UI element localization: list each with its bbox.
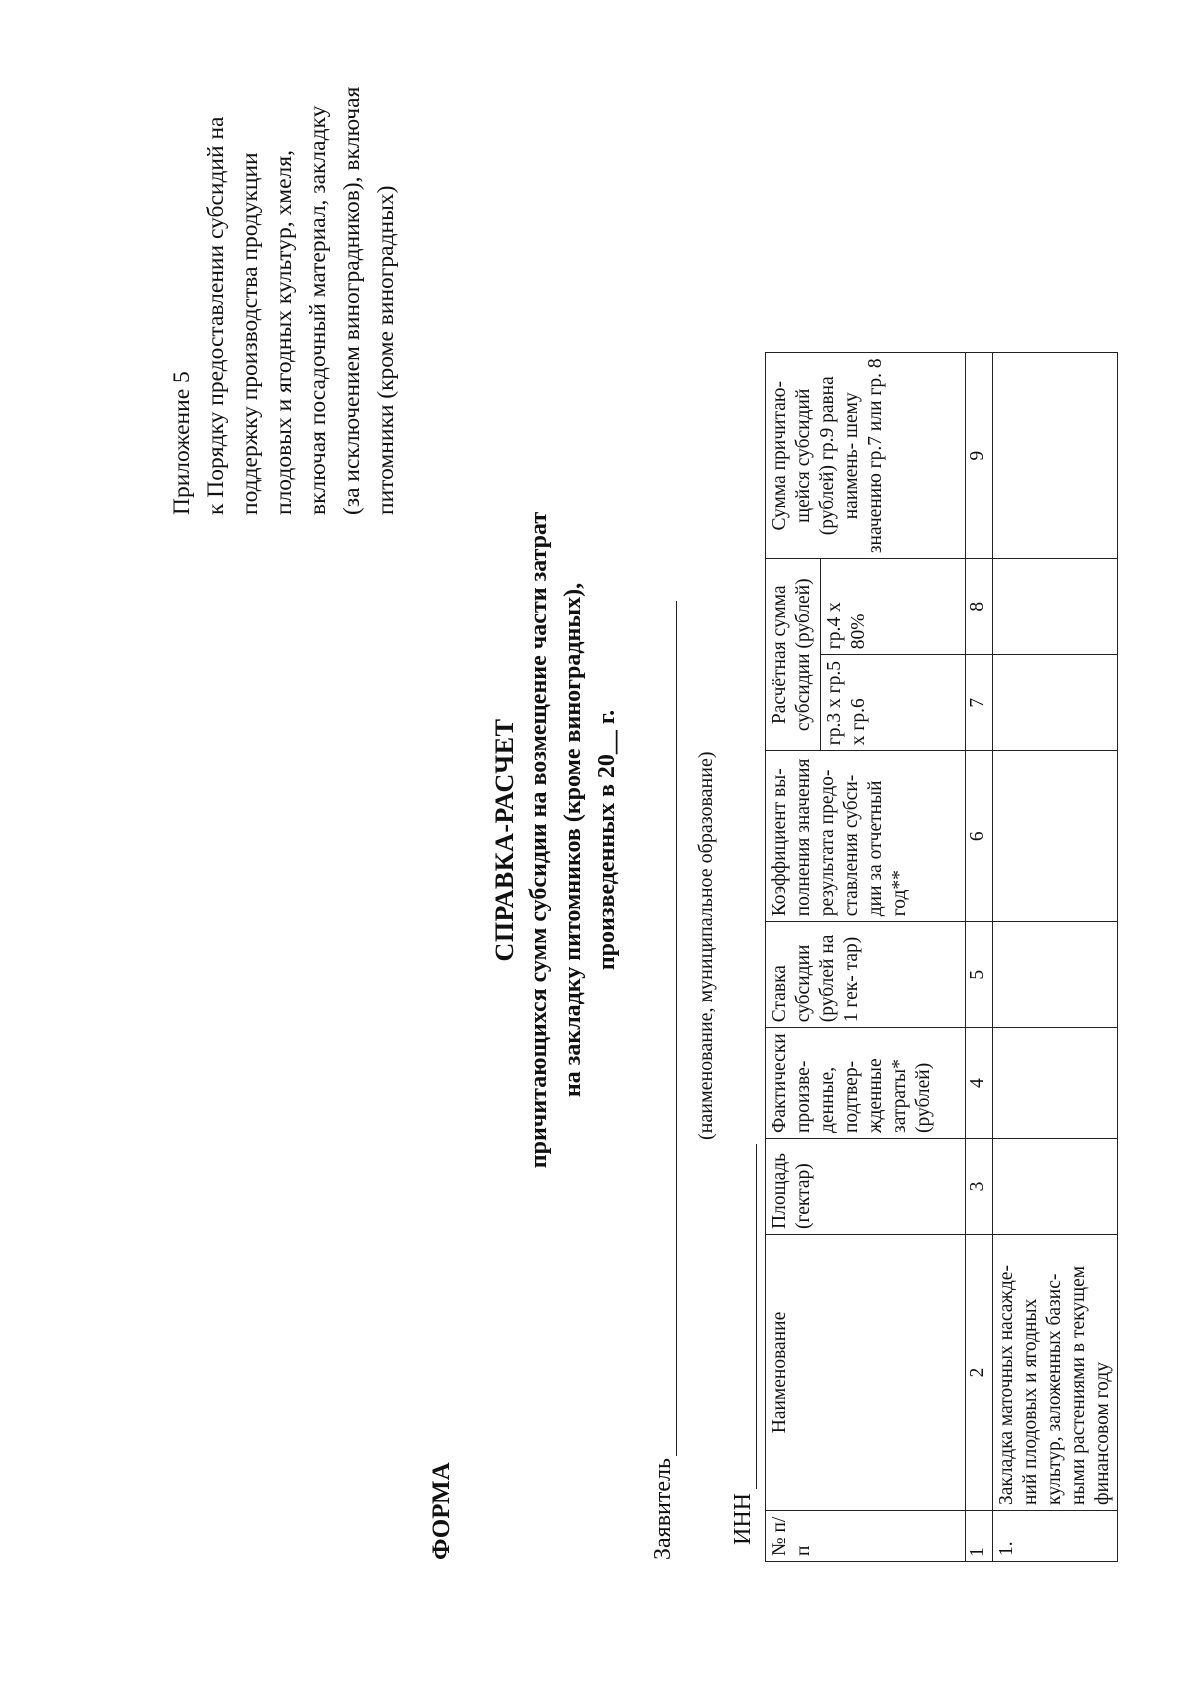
header-cell: Фактически произве- денные, подтвер- жденные затраты* (рублей) (766, 1028, 966, 1139)
table-row (993, 353, 1118, 1562)
row-cell-costs[interactable] (993, 1028, 1118, 1139)
document-title (488, 340, 624, 1340)
column-number: 4 (966, 1028, 993, 1139)
row-number: 1. (993, 1511, 1118, 1562)
column-number: 1 (966, 1511, 993, 1562)
appendix-line: поддержку производства продукции (237, 152, 263, 515)
header-cell: Площадь (гектар) (766, 1139, 966, 1235)
column-number: 2 (966, 1235, 993, 1511)
header-cell: Ставка субсидии (рублей на 1 гек- тар) (766, 922, 966, 1028)
applicant-field (650, 601, 677, 1560)
header-cell: № п/п (766, 1511, 966, 1562)
column-number: 5 (966, 922, 993, 1028)
row-cell-calc7[interactable] (993, 655, 1118, 751)
header-cell: Коэффициент вы- полнения значения результата предо- ставления субси- дии за отчетный год** (766, 751, 966, 922)
title-line: произведенных в 20__ г. (594, 709, 620, 971)
row-cell-calc8[interactable] (993, 559, 1118, 655)
column-number-row (966, 353, 993, 1562)
appendix-line: Приложение 5 (169, 371, 195, 515)
appendix-line: включая посадочный материал, закладку (305, 105, 331, 515)
header-cell: гр.3 х гр.5 х гр.6 (821, 655, 966, 751)
column-number: 8 (966, 559, 993, 655)
applicant-note: (наименование, муниципальное образование) (695, 751, 717, 1140)
column-number: 7 (966, 655, 993, 751)
title-line: СПРАВКА-РАСЧЕТ (490, 718, 519, 962)
header-cell-group: Расчётная сумма субсидии (рублей) (766, 559, 821, 751)
title-line: причитающихся сумм субсидии на возмещение части затрат (526, 511, 552, 1169)
appendix-line: (за исключением виноградников), включая (339, 86, 365, 515)
row-cell-coefficient[interactable] (993, 751, 1118, 922)
appendix-line: питомники (кроме виноградных) (373, 185, 399, 515)
header-cell: гр.4 х 80% (821, 559, 966, 655)
applicant-blank-line[interactable] (654, 601, 677, 1456)
header-row (766, 353, 821, 1562)
column-number: 6 (966, 751, 993, 922)
row-cell-rate[interactable] (993, 922, 1118, 1028)
header-cell: Сумма причитаю- щейся субсидий (рублей) гр.9 равна наимень- шему значению гр.7 или гр. 8 (766, 353, 966, 559)
title-line: на закладку питомников (кроме виноградных), (560, 582, 586, 1098)
applicant-label: Заявитель (650, 1458, 676, 1560)
inn-label: ИНН (730, 1493, 756, 1545)
column-number: 9 (966, 353, 993, 559)
column-number: 3 (966, 1139, 993, 1235)
form-label: ФОРМА (428, 1462, 455, 1560)
header-cell: Наименование (766, 1235, 966, 1511)
row-cell-area[interactable] (993, 1139, 1118, 1235)
appendix-line: к Порядку предоставлении субсидий на (203, 116, 229, 515)
appendix-line: плодовых и ягодных культур, хмеля, (271, 150, 297, 515)
row-name: Закладка маточных насажде- ний плодовых и ягодных культур, заложенных базис- ными растениями в текущем финансовом году (993, 1235, 1118, 1511)
appendix-note (165, 0, 403, 515)
inn-blank-line[interactable] (734, 1144, 757, 1489)
calculation-table (765, 352, 1118, 1562)
inn-field (730, 1144, 757, 1545)
row-cell-subsidy[interactable] (993, 353, 1118, 559)
